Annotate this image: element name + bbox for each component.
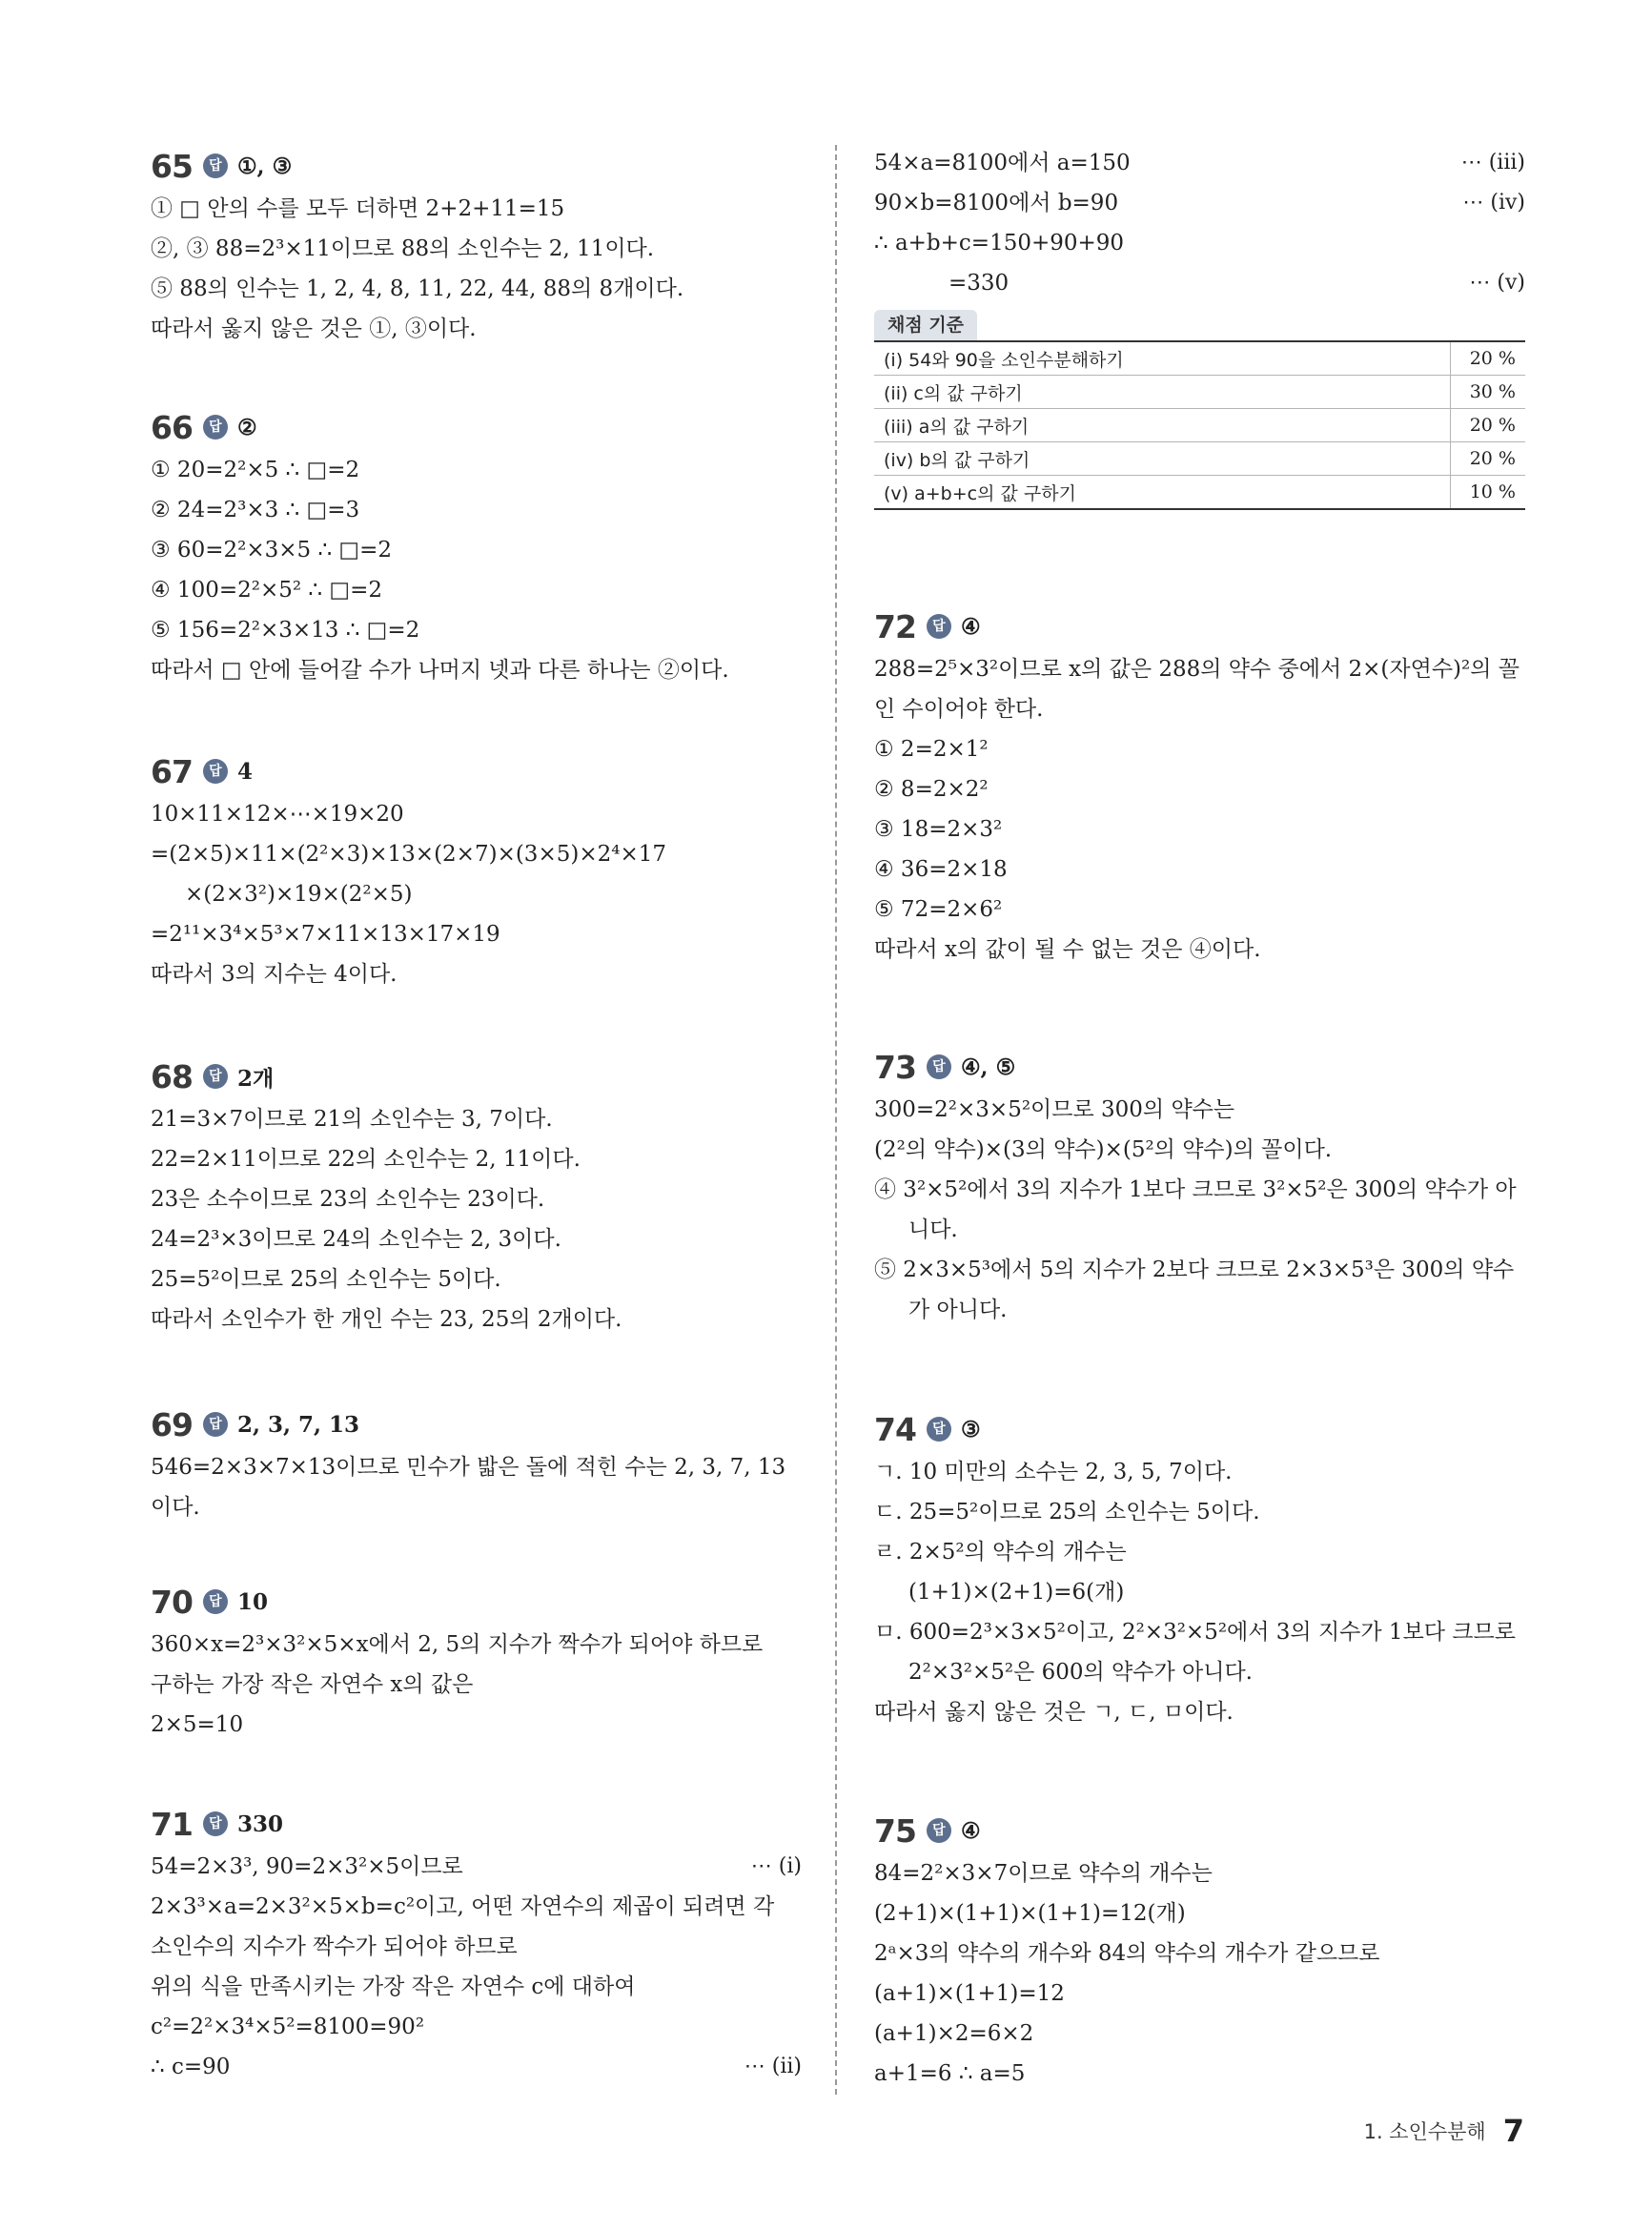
chapter-title: 1. 소인수분해 (1363, 2120, 1486, 2143)
solution-line: 소인수의 지수가 짝수가 되어야 하므로 (151, 1934, 518, 1959)
solution-line: (2+1)×(1+1)×(1+1)=12(개) (874, 1901, 1186, 1926)
solution-text: 90×b=8100에서 b=90 (874, 191, 1119, 215)
answer-value: 330 (236, 1811, 283, 1837)
solution-line: =2¹¹×3⁴×5³×7×11×13×17×19 (151, 922, 500, 947)
solution-line: 따라서 □ 안에 들어갈 수가 나머지 넷과 다른 하나는 ②이다. (151, 658, 729, 683)
answer-value: ③ (960, 1416, 981, 1442)
answer-badge: 답 (203, 415, 228, 440)
problem-65 (151, 143, 802, 349)
answer-value: ④ (960, 1817, 981, 1844)
solution-line: ① 2=2×1² (874, 737, 989, 762)
problem-66 (151, 404, 802, 690)
answer-value: 2, 3, 7, 13 (236, 1411, 359, 1438)
answer-badge: 답 (203, 1064, 228, 1089)
problem-number: 68 (151, 1057, 193, 1095)
solution-line: ③ 60=2²×3×5 ∴ □=2 (151, 538, 393, 563)
problem-number: 67 (151, 752, 193, 790)
criteria-row (874, 341, 1525, 376)
page-footer (1364, 2113, 1524, 2149)
solution-line: ④ 100=2²×5² ∴ □=2 (151, 578, 382, 603)
step-tag: ⋯ (iii) (1460, 151, 1525, 174)
answer-value: ④, ⑤ (960, 1054, 1016, 1080)
solution-line: 23은 소수이므로 23의 소인수는 23이다. (151, 1187, 545, 1212)
page-number: 7 (1502, 2113, 1524, 2149)
solution-line: 2ᵃ×3의 약수의 개수와 84의 약수의 개수가 같으므로 (874, 1941, 1380, 1966)
problem-number: 73 (874, 1048, 916, 1086)
problem-72 (874, 604, 1525, 970)
solution-line: (a+1)×(1+1)=12 (874, 1981, 1065, 2006)
solution-line: ㄱ. 10 미만의 소수는 2, 3, 5, 7이다. (874, 1460, 1233, 1484)
criteria-row (874, 476, 1525, 510)
solution-line: ⑤ 156=2²×3×13 ∴ □=2 (151, 618, 420, 643)
problem-71 (151, 1801, 802, 2087)
answer-badge: 답 (203, 153, 228, 178)
solution-line: ① 20=2²×5 ∴ □=2 (151, 458, 360, 482)
answer-badge: 답 (203, 1589, 228, 1614)
step-tag: ⋯ (v) (1469, 271, 1525, 295)
problem-number: 75 (874, 1811, 916, 1850)
problem-number: 70 (151, 1583, 193, 1621)
solution-line: 따라서 3의 지수는 4이다. (151, 962, 398, 987)
solution-line: ④ 3²×5²에서 3의 지수가 1보다 크므로 3²×5²은 300의 약수가 아 (874, 1177, 1517, 1202)
solution-line: (1+1)×(2+1)=6(개) (908, 1580, 1125, 1605)
solution-line: ⑤ 88의 인수는 1, 2, 4, 8, 11, 22, 44, 88의 8개이다. (151, 276, 684, 301)
criteria-pct: 20 % (1451, 409, 1526, 442)
problem-number: 74 (874, 1410, 916, 1448)
solution-line: ③ 18=2×3² (874, 817, 1003, 842)
criteria-pct: 20 % (1451, 442, 1526, 476)
criteria-row (874, 442, 1525, 476)
answer-value: ④ (960, 613, 981, 640)
answer-value: ② (236, 414, 257, 440)
solution-line: 가 아니다. (908, 1298, 1008, 1322)
solution-line: ×(2×3²)×19×(2²×5) (185, 882, 413, 907)
criteria-row (874, 376, 1525, 409)
solution-line (874, 183, 1525, 223)
solution-line: ④ 36=2×18 (874, 857, 1008, 882)
solution-line: 인 수이어야 한다. (874, 697, 1044, 722)
problem-68 (151, 1054, 802, 1340)
solution-line: ∴ a+b+c=150+90+90 (874, 231, 1125, 256)
criteria-row (874, 409, 1525, 442)
answer-badge: 답 (203, 759, 228, 784)
answer-badge: 답 (927, 614, 951, 639)
solution-line: ② 24=2³×3 ∴ □=3 (151, 498, 360, 522)
problem-74 (874, 1406, 1525, 1732)
problem-number: 72 (874, 607, 916, 645)
solution-line: 21=3×7이므로 21의 소인수는 3, 7이다. (151, 1107, 553, 1132)
solution-text: 54=2×3³, 90=2×3²×5이므로 (151, 1854, 463, 1879)
answer-value: 2개 (236, 1065, 275, 1092)
criteria-pct: 20 % (1451, 341, 1526, 376)
solution-text: ∴ c=90 (151, 2055, 231, 2079)
problem-75 (874, 1808, 1525, 2094)
answer-badge: 답 (927, 1054, 951, 1079)
solution-line (874, 143, 1525, 183)
criteria-title: 채점 기준 (874, 310, 977, 340)
solution-line: ②, ③ 88=2³×11이므로 88의 소인수는 2, 11이다. (151, 236, 655, 261)
solution-line: 이다. (151, 1495, 200, 1520)
solution-line: 22=2×11이므로 22의 소인수는 2, 11이다. (151, 1147, 581, 1172)
solution-line: (2²의 약수)×(3의 약수)×(5²의 약수)의 꼴이다. (874, 1137, 1333, 1162)
solution-line: 따라서 x의 값이 될 수 없는 것은 ④이다. (874, 937, 1261, 962)
criteria-table (874, 340, 1525, 510)
problem-number: 71 (151, 1805, 193, 1843)
solution-line: 위의 식을 만족시키는 가장 작은 자연수 c에 대하여 (151, 1974, 636, 1999)
solution-line: 25=5²이므로 25의 소인수는 5이다. (151, 1267, 501, 1292)
solution-line: c²=2²×3⁴×5²=8100=90² (151, 2015, 425, 2039)
problem-number: 66 (151, 408, 193, 446)
solution-line: ㄹ. 2×5²의 약수의 개수는 (874, 1540, 1127, 1565)
solution-line (874, 263, 1525, 303)
solution-line: ㅁ. 600=2³×3×5²이고, 2²×3²×5²에서 3의 지수가 1보다 크므로 (874, 1620, 1516, 1645)
solution-line: ㄷ. 25=5²이므로 25의 소인수는 5이다. (874, 1500, 1260, 1524)
criteria-pct: 10 % (1451, 476, 1526, 510)
problem-number: 65 (151, 147, 193, 185)
solution-line: 2×3³×a=2×3²×5×b=c²이고, 어떤 자연수의 제곱이 되려면 각 (151, 1894, 775, 1919)
answer-badge: 답 (203, 1412, 228, 1437)
solution-text: =330 (948, 271, 1010, 296)
problem-number: 69 (151, 1405, 193, 1443)
answer-value: 10 (236, 1588, 268, 1615)
solution-line: ⑤ 72=2×6² (874, 897, 1003, 922)
answer-badge: 답 (927, 1818, 951, 1843)
answer-badge: 답 (203, 1811, 228, 1836)
column-divider (835, 145, 837, 2095)
solution-line: 따라서 옳지 않은 것은 ㄱ, ㄷ, ㅁ이다. (874, 1700, 1234, 1725)
solution-line: 따라서 옳지 않은 것은 ①, ③이다. (151, 317, 477, 341)
solution-line: 546=2×3×7×13이므로 민수가 밟은 돌에 적힌 수는 2, 3, 7, 13 (151, 1455, 786, 1480)
problem-69 (151, 1401, 802, 1527)
problem-73 (874, 1044, 1525, 1330)
solution-line: a+1=6 ∴ a=5 (874, 2061, 1026, 2086)
solution-line: 10×11×12×⋯×19×20 (151, 802, 404, 827)
solution-line: 300=2²×3×5²이므로 300의 약수는 (874, 1097, 1235, 1122)
solution-line: 84=2²×3×7이므로 약수의 개수는 (874, 1861, 1213, 1886)
step-tag: ⋯ (ii) (744, 2055, 802, 2078)
solution-line: 2×5=10 (151, 1712, 244, 1737)
problem-71-continued (874, 143, 1525, 303)
grading-criteria (874, 310, 1525, 510)
answer-value: 4 (236, 758, 253, 785)
problem-70 (151, 1579, 802, 1745)
solution-line: 24=2³×3이므로 24의 소인수는 2, 3이다. (151, 1227, 561, 1252)
solution-line: ① □ 안의 수를 모두 더하면 2+2+11=15 (151, 196, 565, 221)
answer-badge: 답 (927, 1417, 951, 1442)
solution-line: ② 8=2×2² (874, 777, 989, 802)
solution-text: 54×a=8100에서 a=150 (874, 151, 1131, 175)
solution-line: 따라서 소인수가 한 개인 수는 23, 25의 2개이다. (151, 1307, 622, 1332)
criteria-pct: 30 % (1451, 376, 1526, 409)
step-tag: ⋯ (i) (750, 1854, 802, 1878)
solution-line: 2²×3²×5²은 600의 약수가 아니다. (908, 1660, 1253, 1685)
step-tag: ⋯ (iv) (1462, 191, 1525, 215)
solution-line: ⑤ 2×3×5³에서 5의 지수가 2보다 크므로 2×3×5³은 300의 약수 (874, 1258, 1515, 1282)
criteria-label: (iii) a의 값 구하기 (874, 409, 1451, 442)
solution-line: 288=2⁵×3²이므로 x의 값은 288의 약수 중에서 2×(자연수)²의 꼴 (874, 657, 1519, 682)
solution-line (151, 2047, 802, 2087)
answer-value: ①, ③ (236, 153, 293, 179)
criteria-label: (i) 54와 90을 소인수분해하기 (874, 341, 1451, 376)
criteria-label: (v) a+b+c의 값 구하기 (874, 476, 1451, 510)
solution-line: (a+1)×2=6×2 (874, 2021, 1034, 2046)
solution-line: 니다. (908, 1217, 958, 1242)
problem-67 (151, 748, 802, 994)
solution-line: =(2×5)×11×(2²×3)×13×(2×7)×(3×5)×2⁴×17 (151, 842, 666, 867)
solution-line: 구하는 가장 작은 자연수 x의 값은 (151, 1672, 474, 1697)
solution-line (151, 1847, 802, 1887)
criteria-label: (ii) c의 값 구하기 (874, 376, 1451, 409)
solution-line: 360×x=2³×3²×5×x에서 2, 5의 지수가 짝수가 되어야 하므로 (151, 1632, 764, 1657)
criteria-label: (iv) b의 값 구하기 (874, 442, 1451, 476)
